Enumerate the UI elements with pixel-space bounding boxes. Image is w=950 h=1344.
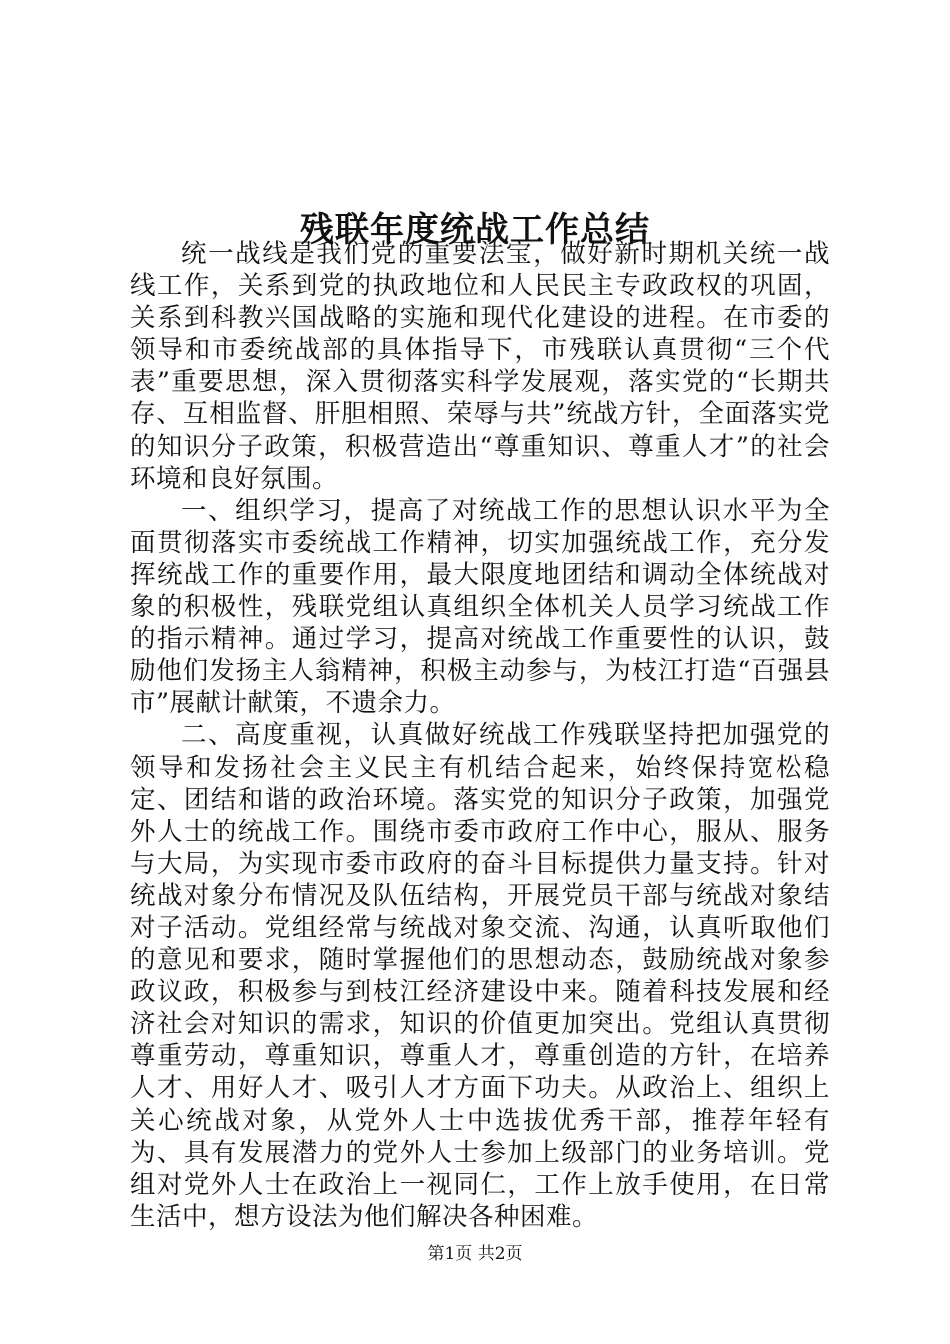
document-title: 残联年度统战工作总结 bbox=[300, 209, 650, 250]
paragraph-intro: 统一战线是我们党的重要法宝，做好新时期机关统一战线工作，关系到党的执政地位和人民民主专政政权的巩固，关系到科教兴国战略的实施和现代化建设的进程。在市委的领导和市委统战部的具体指导下，市残联认真贯彻“三个代表”重要思想，深入贯彻落实科学发展观，落实党的“长期共存、互相监督、肝胆相照、荣辱与共”统战方针，全面落实党的知识分子政策，积极营造出“尊重知识、尊重人才”的社会环境和良好氛围。 bbox=[130, 239, 830, 494]
paragraph-section-one: 一、组织学习，提高了对统战工作的思想认识水平为全面贯彻落实市委统战工作精神，切实加强统战工作，充分发挥统战工作的重要作用，最大限度地团结和调动全体统战对象的积极性，残联党组认真组织全体机关人员学习统战工作的指示精神。通过学习，提高对统战工作重要性的认识，鼓励他们发扬主人翁精神，积极主动参与，为枝江打造“百强县市”展献计献策，不遗余力。 bbox=[130, 495, 830, 719]
paragraph-section-two: 二、高度重视，认真做好统战工作残联坚持把加强党的领导和发扬社会主义民主有机结合起来，始终保持宽松稳定、团结和谐的政治环境。落实党的知识分子政策，加强党外人士的统战工作。围绕市委市政府工作中心，服从、服务与大局，为实现市委市政府的奋斗目标提供力量支持。针对统战对象分布情况及队伍结构，开展党员干部与统战对象结对子活动。党组经常与统战对象交流、沟通，认真听取他们的意见和要求，随时掌握他们的思想动态，鼓励统战对象参政议政，积极参与到枝江经济建设中来。随着科技发展和经济社会对知识的需求，知识的价值更加突出。党组认真贯彻尊重劳动，尊重知识，尊重人才，尊重创造的方针，在培养人才、用好人才、吸引人才方面下功夫。从政治上、组织上关心统战对象，从党外人士中选拔优秀干部，推荐年轻有为、具有发展潜力的党外人士参加上级部门的业务培训。党组对党外人士在政治上一视同仁，工作上放手使用，在日常生活中，想方设法为他们解决各种困难。 bbox=[130, 720, 830, 1232]
page-number-footer: 第1页 共2页 bbox=[427, 1244, 523, 1264]
document-body bbox=[130, 238, 830, 1233]
